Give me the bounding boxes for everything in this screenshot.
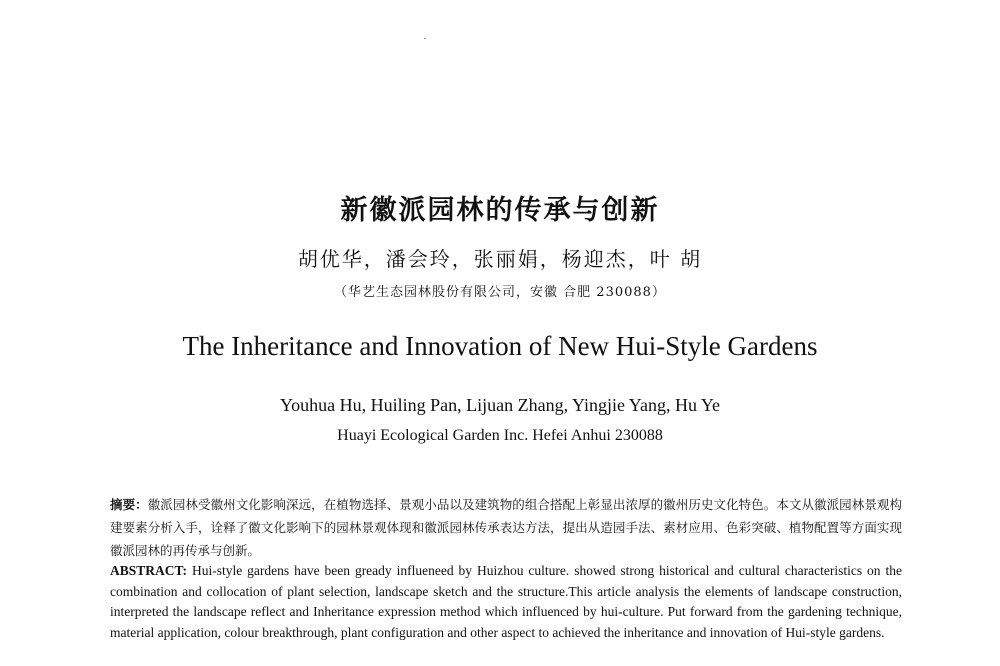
title-english: The Inheritance and Innovation of New Hui-Style Gardens	[182, 331, 818, 361]
affiliation-english: Huayi Ecological Garden Inc. Hefei Anhui 230088	[337, 427, 663, 444]
scan-speck	[424, 38, 426, 39]
abstract-chinese-label: 摘要：	[110, 497, 148, 512]
abstract-english	[110, 561, 902, 643]
authors-chinese: 胡优华，潘会玲，张丽娟，杨迎杰，叶 胡	[297, 247, 703, 271]
affiliation-chinese: （华艺生态园林股份有限公司，安徽 合肥 230088）	[334, 285, 666, 300]
abstract-chinese-text: 徽派园林受徽州文化影响深远，在植物选择、景观小品以及建筑物的组合搭配上彰显出浓厚的徽州历史文化特色。本文从徽派园林景观构建要素分析入手，诠释了徽文化影响下的园林景观体现和徽派园林传承表达方法，提出从造园手法、素材应用、色彩突破、植物配置等方面实现徽派园林的再传承与创新。	[110, 497, 902, 558]
abstract-english-text: Hui-style gardens have been gready influeneed by Huizhou culture. showed strong historical and cultural characteristics on the combination and collocation of plant selection, landscape sketch and the structure.This article analysis the elements of landscape construction, interpreted the landscape reflect and Inheritance expression method which influenced by hui-culture. Put forward from the gardening technique, material application, colour breakthrough, plant configuration and other aspect to achieved the inheritance and innovation of Hui-style gardens.	[110, 563, 902, 640]
authors-english: Youhua Hu, Huiling Pan, Lijuan Zhang, Yingjie Yang, Hu Ye	[279, 395, 721, 415]
abstract-chinese	[110, 493, 902, 562]
title-chinese: 新徽派园林的传承与创新	[340, 195, 660, 226]
abstract-english-label: ABSTRACT:	[110, 563, 188, 578]
